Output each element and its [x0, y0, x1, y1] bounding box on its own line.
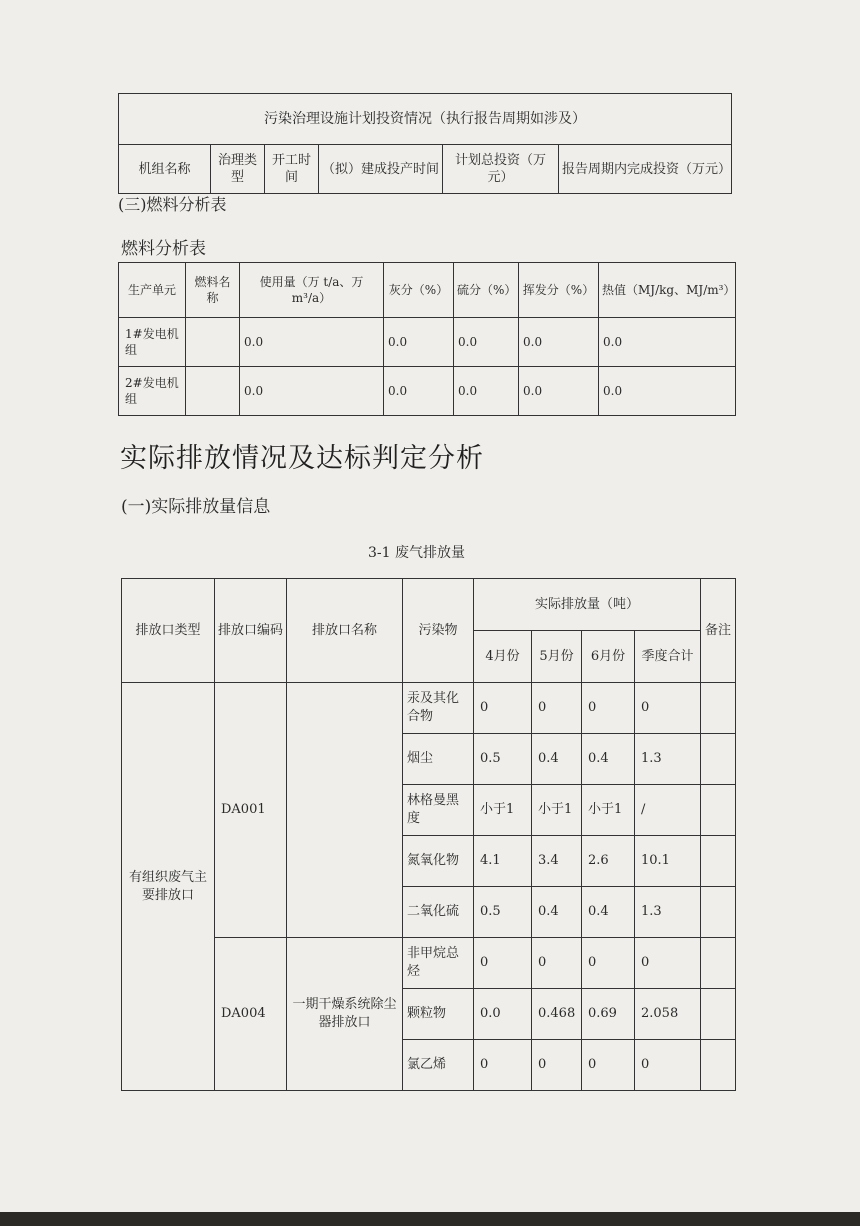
header-fuel-name: 燃料名称: [186, 263, 240, 318]
outlet-code-cell: DA001: [215, 683, 287, 938]
june-cell: 小于1: [582, 785, 635, 836]
header-planned-investment: 计划总投资（万元）: [443, 145, 559, 194]
pollutant-cell: 非甲烷总烃: [403, 938, 474, 989]
header-outlet-name: 排放口名称: [287, 579, 403, 683]
ash-cell: 0.0: [384, 367, 454, 416]
header-volatile: 挥发分（%）: [519, 263, 599, 318]
quarter-cell: 10.1: [635, 836, 701, 887]
june-cell: 0.69: [582, 989, 635, 1040]
header-actual-emission: 实际排放量（吨）: [474, 579, 701, 631]
quarter-cell: 0: [635, 1040, 701, 1091]
header-heat-value: 热值（MJ/kg、MJ/m³）: [599, 263, 736, 318]
usage-cell: 0.0: [240, 318, 384, 367]
table-row: [119, 367, 736, 416]
fuel-cell: [186, 367, 240, 416]
sulfur-cell: 0.0: [454, 318, 519, 367]
may-cell: 0.468: [532, 989, 582, 1040]
pollutant-cell: 颗粒物: [403, 989, 474, 1040]
pollutant-cell: 二氧化硫: [403, 887, 474, 938]
remark-cell: [701, 836, 736, 887]
june-cell: 0.4: [582, 887, 635, 938]
april-cell: 小于1: [474, 785, 532, 836]
fuel-table-caption: 燃料分析表: [121, 239, 206, 259]
pollutant-cell: 林格曼黑度: [403, 785, 474, 836]
quarter-cell: 2.058: [635, 989, 701, 1040]
header-ash: 灰分（%）: [384, 263, 454, 318]
april-cell: 0: [474, 683, 532, 734]
quarter-cell: 0: [635, 938, 701, 989]
main-heading: 实际排放情况及达标判定分析: [120, 443, 484, 474]
remark-cell: [701, 683, 736, 734]
sub-heading: (一)实际排放量信息: [121, 497, 271, 517]
quarter-cell: 1.3: [635, 734, 701, 785]
header-pollutant: 污染物: [403, 579, 474, 683]
april-cell: 0.5: [474, 887, 532, 938]
pollutant-cell: 烟尘: [403, 734, 474, 785]
emission-table: [121, 578, 736, 1091]
header-usage: 使用量（万 t/a、万 m³/a）: [240, 263, 384, 318]
header-remark: 备注: [701, 579, 736, 683]
header-june: 6月份: [582, 631, 635, 683]
investment-table-title: 污染治理设施计划投资情况（执行报告周期如涉及）: [119, 94, 732, 145]
june-cell: 0: [582, 683, 635, 734]
header-unit-name: 机组名称: [119, 145, 211, 194]
june-cell: 0: [582, 938, 635, 989]
outlet-code-cell: DA004: [215, 938, 287, 1091]
header-completion-time: （拟）建成投产时间: [319, 145, 443, 194]
may-cell: 0: [532, 938, 582, 989]
quarter-cell: 1.3: [635, 887, 701, 938]
header-treatment-type: 治理类型: [211, 145, 265, 194]
quarter-cell: /: [635, 785, 701, 836]
section-heading-fuel: (三)燃料分析表: [118, 195, 227, 214]
unit-cell: 2#发电机组: [119, 367, 186, 416]
header-quarter-total: 季度合计: [635, 631, 701, 683]
quarter-cell: 0: [635, 683, 701, 734]
table-row: [122, 938, 736, 989]
header-sulfur: 硫分（%）: [454, 263, 519, 318]
june-cell: 0.4: [582, 734, 635, 785]
header-outlet-type: 排放口类型: [122, 579, 215, 683]
remark-cell: [701, 938, 736, 989]
remark-cell: [701, 785, 736, 836]
april-cell: 0.5: [474, 734, 532, 785]
sulfur-cell: 0.0: [454, 367, 519, 416]
fuel-cell: [186, 318, 240, 367]
may-cell: 0: [532, 1040, 582, 1091]
outlet-type-cell: 有组织废气主要排放口: [122, 683, 215, 1091]
ash-cell: 0.0: [384, 318, 454, 367]
page-bottom-edge: [0, 1212, 860, 1226]
may-cell: 0.4: [532, 734, 582, 785]
heat-cell: 0.0: [599, 318, 736, 367]
pollutant-cell: 氯乙烯: [403, 1040, 474, 1091]
header-production-unit: 生产单元: [119, 263, 186, 318]
volatile-cell: 0.0: [519, 318, 599, 367]
june-cell: 0: [582, 1040, 635, 1091]
usage-cell: 0.0: [240, 367, 384, 416]
june-cell: 2.6: [582, 836, 635, 887]
april-cell: 0: [474, 938, 532, 989]
investment-table: [118, 93, 732, 194]
heat-cell: 0.0: [599, 367, 736, 416]
unit-cell: 1#发电机组: [119, 318, 186, 367]
may-cell: 小于1: [532, 785, 582, 836]
may-cell: 3.4: [532, 836, 582, 887]
may-cell: 0.4: [532, 887, 582, 938]
table-row: [122, 683, 736, 734]
header-april: 4月份: [474, 631, 532, 683]
header-may: 5月份: [532, 631, 582, 683]
pollutant-cell: 氮氧化物: [403, 836, 474, 887]
outlet-name-cell: 一期干燥系统除尘器排放口: [287, 938, 403, 1091]
emission-table-caption: 3-1 废气排放量: [368, 545, 465, 561]
header-completed-investment: 报告周期内完成投资（万元）: [559, 145, 732, 194]
volatile-cell: 0.0: [519, 367, 599, 416]
remark-cell: [701, 989, 736, 1040]
header-start-time: 开工时间: [265, 145, 319, 194]
fuel-analysis-table: [118, 262, 736, 416]
outlet-name-cell: [287, 683, 403, 938]
april-cell: 4.1: [474, 836, 532, 887]
april-cell: 0: [474, 1040, 532, 1091]
april-cell: 0.0: [474, 989, 532, 1040]
remark-cell: [701, 1040, 736, 1091]
header-outlet-code: 排放口编码: [215, 579, 287, 683]
may-cell: 0: [532, 683, 582, 734]
remark-cell: [701, 887, 736, 938]
pollutant-cell: 汞及其化合物: [403, 683, 474, 734]
table-row: [119, 318, 736, 367]
remark-cell: [701, 734, 736, 785]
